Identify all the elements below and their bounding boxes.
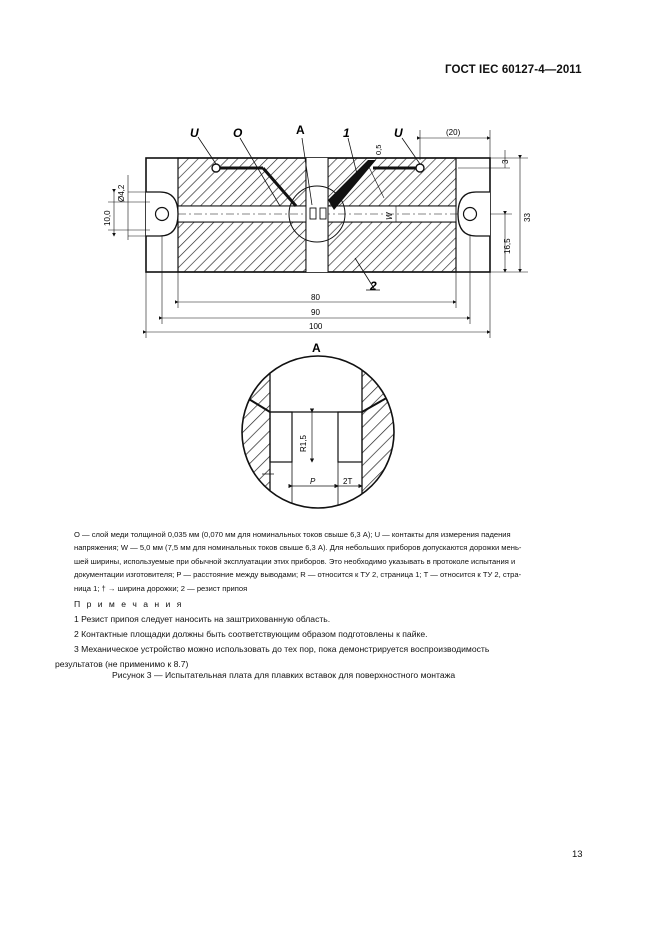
label-w: W	[385, 212, 394, 220]
label-u-left: U	[190, 126, 199, 140]
label-2: 2	[370, 279, 377, 293]
dim-33: 33	[523, 213, 532, 222]
dim-r1-5: R1,5	[299, 435, 308, 452]
dim-20: (20)	[446, 128, 461, 137]
dim-dia-4-2: Ø4,2	[117, 184, 126, 202]
dim-3: 3	[501, 159, 510, 164]
legend-line-2: напряжения; W — 5,0 мм (7,5 мм для номинальных токов свыше 6,3 A). Для небольших приборов допускаются дорожки мень-	[74, 543, 522, 553]
label-u-right: U	[394, 126, 403, 140]
note-1: 1 Резист припоя следует наносить на заштрихованную область.	[74, 614, 331, 624]
note-2: 2 Контактные площадки должны быть соответствующим образом подготовлены к пайке.	[74, 629, 428, 639]
legend-line-5: ница 1; † → ширина дорожки; 2 — резист припоя	[74, 583, 248, 593]
dim-80: 80	[311, 293, 320, 302]
dim-p: P	[310, 477, 316, 486]
legend-line-4: документации изготовителя; P — расстояние между выводами; R — относится к ТУ 2, страница 1; T — относится к ТУ 2, стра-	[74, 570, 522, 580]
label-1: 1	[343, 126, 350, 140]
notes-section	[55, 597, 588, 672]
page-number: 13	[572, 849, 583, 860]
label-a-top: A	[296, 123, 305, 137]
dim-100: 100	[309, 322, 323, 331]
detail-a-view	[230, 350, 412, 520]
figure-caption: Рисунок 3 — Испытательная плата для плавких вставок для поверхностного монтажа	[112, 670, 456, 680]
legend-line-3: шей ширины, используемые при обычной эксплуатации этих приборов. Это необходимо указывать в протоколе испытания и	[74, 556, 516, 566]
dim-90: 90	[311, 308, 320, 317]
dim-10: 10,0	[103, 210, 112, 226]
dim-16-5: 16,5	[503, 238, 512, 254]
note-3-cont: результатов (не применимо к 8.7)	[55, 659, 189, 669]
label-o: O	[233, 126, 243, 140]
document-header: ГОСТ IEC 60127-4—2011	[445, 64, 582, 76]
notes-title: П р и м е ч а н и я	[74, 599, 184, 609]
note-3: 3 Механическое устройство можно использовать до тех пор, пока демонстрируется воспроизводимость	[74, 644, 490, 654]
figure-legend	[74, 528, 588, 595]
dim-2t: 2T	[343, 477, 353, 486]
legend-line-1: O — слой меди толщиной 0,035 мм (0,070 мм для номинальных токов свыше 6,3 A); U — контакты для измерения падения	[74, 530, 511, 539]
detail-a-title: A	[312, 341, 321, 355]
dim-0-5: 0,5	[374, 144, 383, 155]
